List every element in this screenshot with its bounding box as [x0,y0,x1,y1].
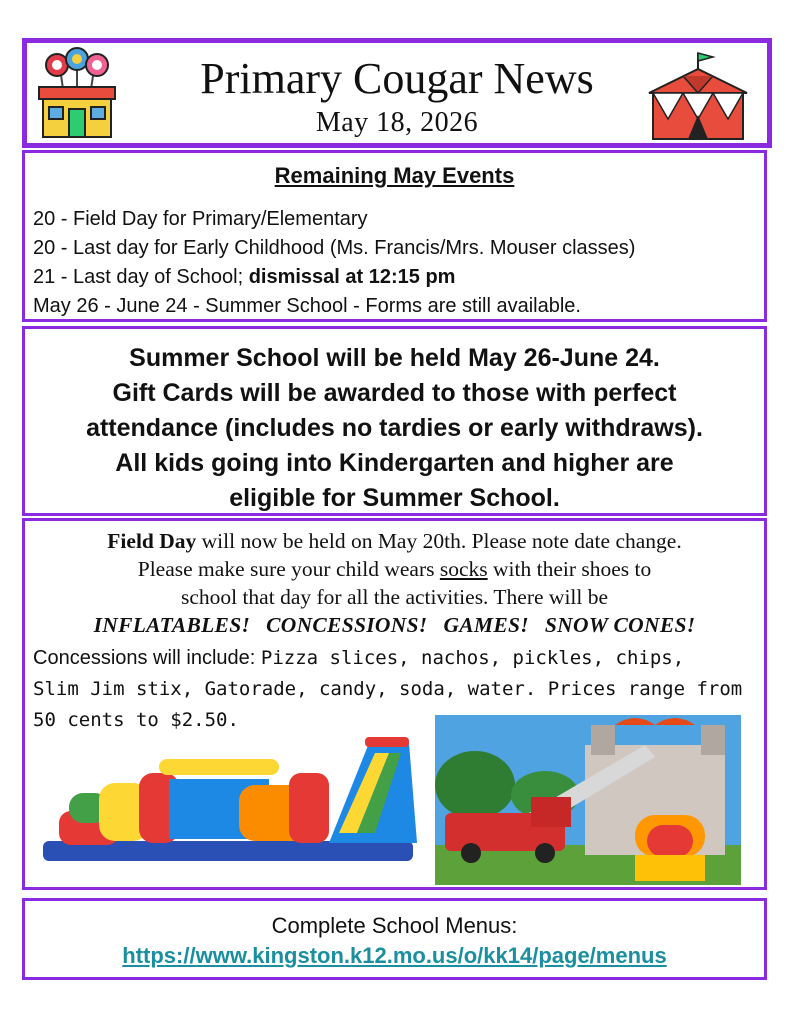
menus-section [22,898,767,980]
field-day-section [22,518,767,890]
list-item: 20 - Last day for Early Childhood (Ms. Francis/Mrs. Mouser classes) [33,237,636,259]
events-section [22,150,767,322]
obstacle-course-image [39,733,429,873]
concessions-text: Concessions will include: Pizza slices, nachos, pickles, chips, Slim Jim stix, Gatorade, candy, soda, water. Prices range from 50 cents to $2.50. [33,647,743,731]
list-item: May 26 - June 24 - Summer School - Forms are still available. [33,295,581,317]
summer-school-announcement: Summer School will be held May 26-June 24. Gift Cards will be awarded to those with perfect attendance (includes no tardies or early withdraws). All kids going into Kindergarten and higher are eligible for Summer School. [86,344,703,512]
circus-tent-icon [643,49,753,141]
bounce-house-photo [435,715,741,885]
menus-label: Complete School Menus: [271,913,518,938]
field-day-activities: INFLATABLES! CONCESSIONS! GAMES! SNOW CONES! [93,613,696,637]
events-list [33,205,635,321]
summer-school-section [22,326,767,516]
list-item: 21 - Last day of School; dismissal at 12:15 pm [33,266,456,288]
field-day-notice: Field Day will now be held on May 20th. Please note date change. Please make sure your child wears socks with their shoes to school that day for all the activities. There will be INFLATABLES! CONCESSIONS! GAMES! SNOW CONES! [31,527,758,639]
events-heading: Remaining May Events [274,163,515,188]
newsletter-header [22,38,772,148]
menus-link[interactable]: https://www.kingston.k12.mo.us/o/kk14/page/menus [122,943,667,968]
list-item: 20 - Field Day for Primary/Elementary [33,208,368,230]
newsletter-date: May 18, 2026 [315,107,479,138]
newsletter-title: Primary Cougar News [200,54,594,103]
